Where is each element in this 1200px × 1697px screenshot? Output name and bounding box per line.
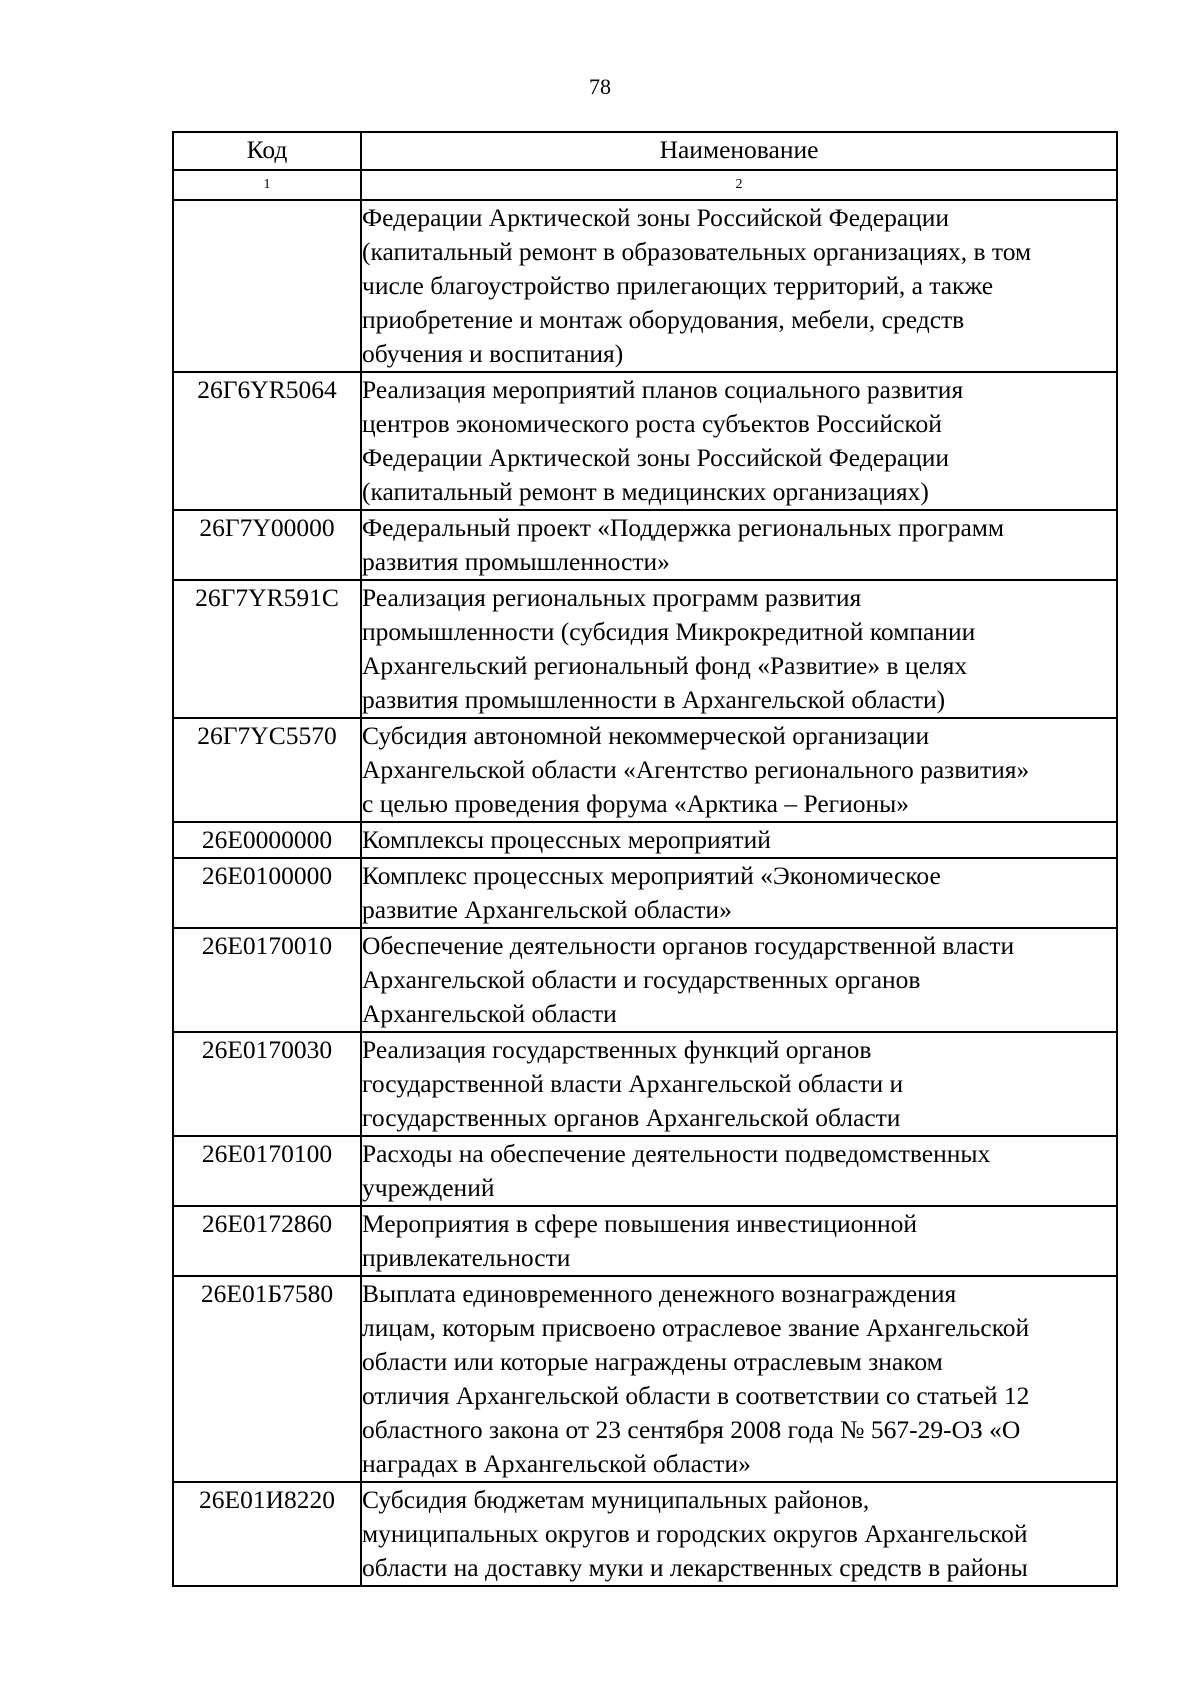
table-header-row (173, 132, 1117, 170)
row-name: Субсидия бюджетам муниципальных районов, муниципальных округов и городских округов Архангельской области на доставку муки и лекарственных средств в районы (361, 1482, 1117, 1586)
table-row (173, 928, 1117, 1032)
row-code: 26Г6YR5064 (173, 372, 361, 510)
column-number-1: 1 (173, 170, 361, 200)
row-code: 26Г7YС5570 (173, 718, 361, 822)
row-code: 26Г7YR591С (173, 580, 361, 718)
row-name: Федеральный проект «Поддержка региональных программ развития промышленности» (361, 510, 1117, 580)
row-name: Расходы на обеспечение деятельности подведомственных учреждений (361, 1136, 1117, 1206)
row-name: Реализация мероприятий планов социального развития центров экономического роста субъектов Российской Федерации Арктической зоны Российской Федерации (капитальный ремонт в медицинских организациях) (361, 372, 1117, 510)
row-code: 26Е0000000 (173, 822, 361, 858)
budget-code-table (172, 131, 1118, 1587)
row-name: Комплекс процессных мероприятий «Экономическое развитие Архангельской области» (361, 858, 1117, 928)
table-row (173, 718, 1117, 822)
row-name: Обеспечение деятельности органов государственной власти Архангельской области и государственных органов Архангельской области (361, 928, 1117, 1032)
row-code: 26Е0100000 (173, 858, 361, 928)
row-name: Комплексы процессных мероприятий (361, 822, 1117, 858)
row-code: 26Е0172860 (173, 1206, 361, 1276)
row-code: 26Е0170030 (173, 1032, 361, 1136)
table-row (173, 1032, 1117, 1136)
table-row (173, 510, 1117, 580)
row-name: Субсидия автономной некоммерческой организации Архангельской области «Агентство регионального развития» с целью проведения форума «Арктика – Регионы» (361, 718, 1117, 822)
table-row (173, 1206, 1117, 1276)
table-row (173, 200, 1117, 372)
row-name: Мероприятия в сфере повышения инвестиционной привлекательности (361, 1206, 1117, 1276)
column-number-row (173, 170, 1117, 200)
column-number-2: 2 (361, 170, 1117, 200)
row-name: Федерации Арктической зоны Российской Федерации (капитальный ремонт в образовательных организациях, в том числе благоустройство прилегающих территорий, а также приобретение и монтаж оборудования, мебели, средств обучения и воспитания) (361, 200, 1117, 372)
row-code: 26Е0170010 (173, 928, 361, 1032)
table-row (173, 822, 1117, 858)
row-name: Реализация государственных функций органов государственной власти Архангельской области и государственных органов Архангельской области (361, 1032, 1117, 1136)
row-name: Выплата единовременного денежного вознаграждения лицам, которым присвоено отраслевое звание Архангельской области или которые награждены отраслевым знаком отличия Архангельской области в соответствии со статьей 12 областного закона от 23 сентября 2008 года № 567-29-ОЗ «О наградах в Архангельской области» (361, 1276, 1117, 1482)
table-row (173, 372, 1117, 510)
page-number: 78 (589, 74, 611, 99)
table-row (173, 1136, 1117, 1206)
row-code: 26Е01Б7580 (173, 1276, 361, 1482)
row-code: 26Е01И8220 (173, 1482, 361, 1586)
row-code: 26Е0170100 (173, 1136, 361, 1206)
header-code: Код (173, 132, 361, 170)
header-name: Наименование (361, 132, 1117, 170)
row-code (173, 200, 361, 372)
row-name: Реализация региональных программ развития промышленности (субсидия Микрокредитной компании Архангельский региональный фонд «Развитие» в целях развития промышленности в Архангельской области) (361, 580, 1117, 718)
table-row (173, 858, 1117, 928)
row-code: 26Г7Y00000 (173, 510, 361, 580)
table-row (173, 1276, 1117, 1482)
table-row (173, 1482, 1117, 1586)
table-row (173, 580, 1117, 718)
